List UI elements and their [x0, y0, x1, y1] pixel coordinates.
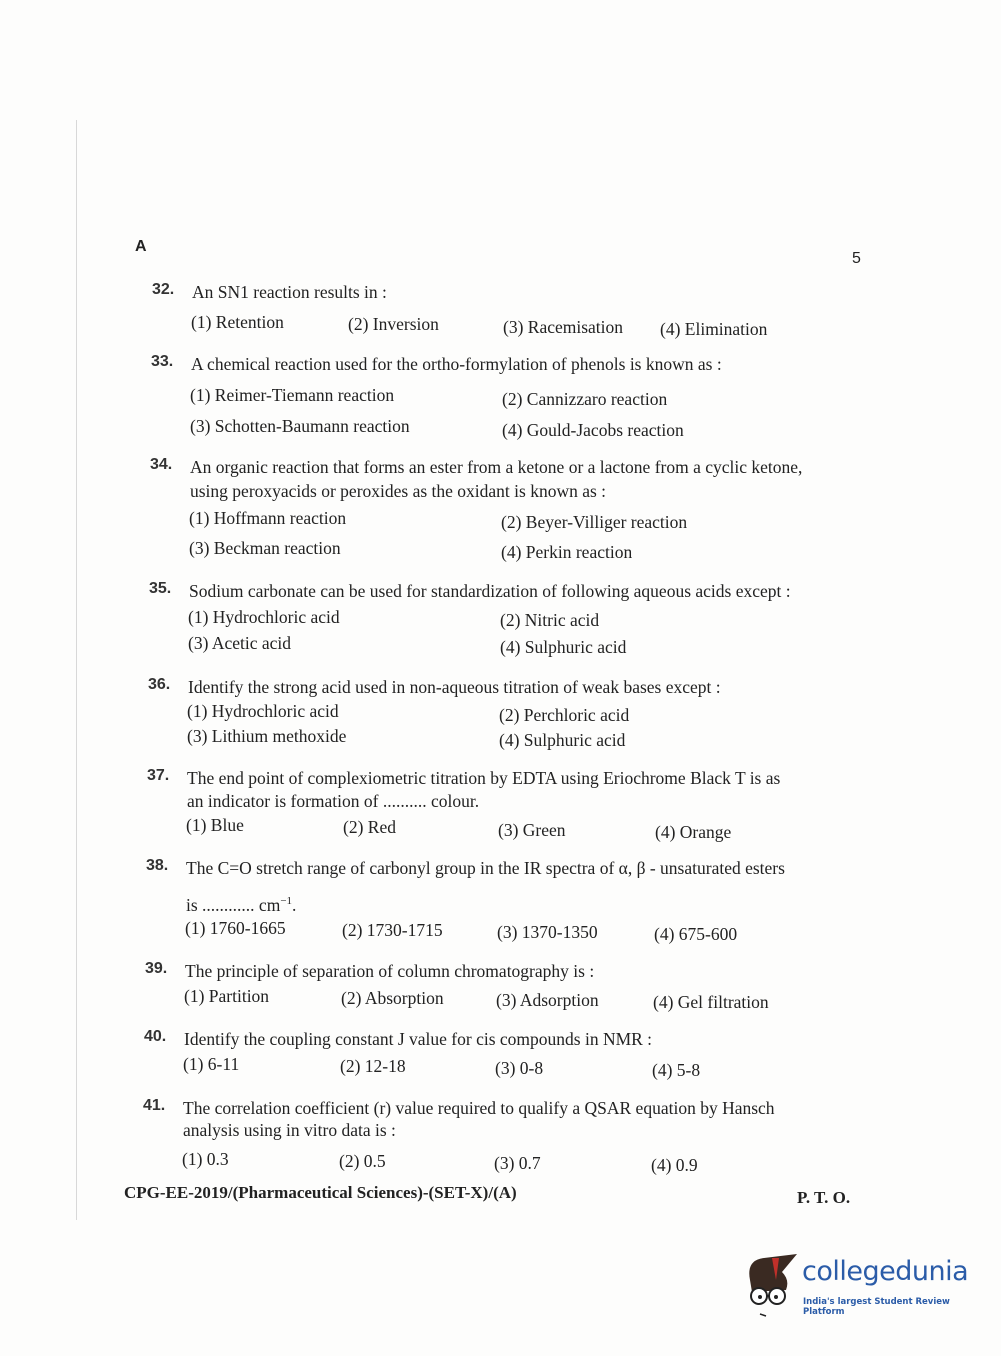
question-text: A chemical reaction used for the ortho-formylation of phenols is known as : — [191, 354, 722, 374]
option-3: (3) Lithium methoxide — [187, 726, 347, 746]
option-3: (3) 1370-1350 — [497, 922, 598, 942]
option-4: (4) Gould-Jacobs reaction — [502, 420, 684, 440]
option-4: (4) 675-600 — [654, 924, 738, 944]
question-number: 36. — [148, 676, 171, 693]
question-number: 40. — [144, 1028, 167, 1045]
option-1: (1) 0.3 — [182, 1149, 229, 1169]
question-text: Sodium carbonate can be used for standardization of following aqueous acids except : — [189, 581, 791, 601]
option-1: (1) Retention — [191, 312, 284, 332]
option-1: (1) Partition — [184, 986, 270, 1006]
option-1: (1) Reimer-Tiemann reaction — [190, 385, 395, 405]
watermark-tagline: India's largest Student Review Platform — [803, 1297, 950, 1317]
option-3: (3) Adsorption — [496, 990, 599, 1010]
question-text-line-1: The C=O stretch range of carbonyl group in the IR spectra of α, β - unsaturated esters — [186, 858, 785, 878]
question-number: 33. — [151, 353, 174, 370]
question-number: 38. — [146, 857, 169, 874]
option-2: (2) Red — [343, 817, 396, 837]
period: . — [292, 894, 297, 915]
option-3: (3) Racemisation — [503, 317, 624, 337]
question-number: 37. — [147, 767, 170, 784]
option-2: (2) Cannizzaro reaction — [502, 389, 668, 409]
question-number: 34. — [150, 456, 173, 473]
question-text-line-2: analysis using in vitro data is : — [183, 1120, 396, 1140]
question-number: 32. — [152, 281, 175, 298]
option-3: (3) Acetic acid — [188, 633, 292, 653]
question-text-line-1: An organic reaction that forms an ester from a ketone or a lactone from a cyclic ketone, — [190, 457, 803, 477]
option-2: (2) Perchloric acid — [499, 705, 630, 725]
option-3: (3) 0.7 — [494, 1153, 541, 1173]
paper-code: CPG-EE-2019/(Pharmaceutical Sciences)-(SET-X)/(A) — [124, 1183, 517, 1202]
question-text: An SN1 reaction results in : — [192, 282, 387, 302]
question-text: Identify the coupling constant J value for cis compounds in NMR : — [184, 1029, 653, 1049]
scan-margin-line — [76, 120, 77, 1220]
watermark-brand: collegedunia — [802, 1256, 969, 1287]
option-1: (1) Hydrochloric acid — [188, 607, 340, 627]
question-text: Identify the strong acid used in non-aqueous titration of weak bases except : — [188, 677, 721, 697]
option-4: (4) Orange — [655, 822, 732, 842]
option-2: (2) Absorption — [341, 988, 444, 1008]
option-4: (4) Gel filtration — [653, 992, 769, 1012]
pto-label: P. T. O. — [797, 1188, 851, 1207]
option-1: (1) Hoffmann reaction — [189, 508, 347, 528]
question-text-line-2 — [186, 890, 296, 917]
question-text-line-1: The end point of complexiometric titration by EDTA using Eriochrome Black T is as — [187, 768, 781, 788]
option-4: (4) Perkin reaction — [501, 542, 633, 562]
question-text-line-2: using peroxyacids or peroxides as the oxidant is known as : — [190, 481, 607, 501]
question-text: The principle of separation of column chromatography is : — [185, 961, 595, 981]
option-1: (1) Hydrochloric acid — [187, 701, 339, 721]
option-4: (4) Sulphuric acid — [499, 730, 626, 750]
option-3: (3) Green — [498, 820, 566, 840]
option-2: (2) Nitric acid — [500, 610, 600, 630]
option-2: (2) Beyer-Villiger reaction — [501, 512, 688, 532]
option-4: (4) Sulphuric acid — [500, 637, 627, 657]
option-1: (1) 1760-1665 — [185, 918, 286, 938]
question-text-line-1: The correlation coefficient (r) value required to qualify a QSAR equation by Hansch — [183, 1098, 775, 1118]
collegedunia-watermark — [742, 1250, 972, 1320]
option-3: (3) 0-8 — [495, 1058, 544, 1078]
question-number: 39. — [145, 960, 168, 977]
option-1: (1) 6-11 — [183, 1054, 240, 1074]
superscript: −1 — [280, 895, 293, 907]
option-2: (2) 0.5 — [339, 1151, 386, 1171]
option-2: (2) 1730-1715 — [342, 920, 443, 940]
question-number: 35. — [149, 580, 172, 597]
section-label: A — [135, 238, 147, 255]
option-2: (2) Inversion — [348, 314, 439, 334]
option-4: (4) Elimination — [660, 319, 768, 339]
option-1: (1) Blue — [186, 815, 244, 835]
question-text-blank: is ............ cm — [186, 894, 281, 915]
option-3: (3) Beckman reaction — [189, 538, 341, 558]
option-4: (4) 5-8 — [652, 1060, 701, 1080]
question-text-line-2: an indicator is formation of .......... colour. — [187, 791, 480, 811]
question-number: 41. — [143, 1097, 166, 1114]
mascot-icon — [742, 1250, 802, 1320]
option-2: (2) 12-18 — [340, 1056, 406, 1076]
option-3: (3) Schotten-Baumann reaction — [190, 416, 410, 436]
option-4: (4) 0.9 — [651, 1155, 698, 1175]
page-number: 5 — [852, 250, 861, 267]
